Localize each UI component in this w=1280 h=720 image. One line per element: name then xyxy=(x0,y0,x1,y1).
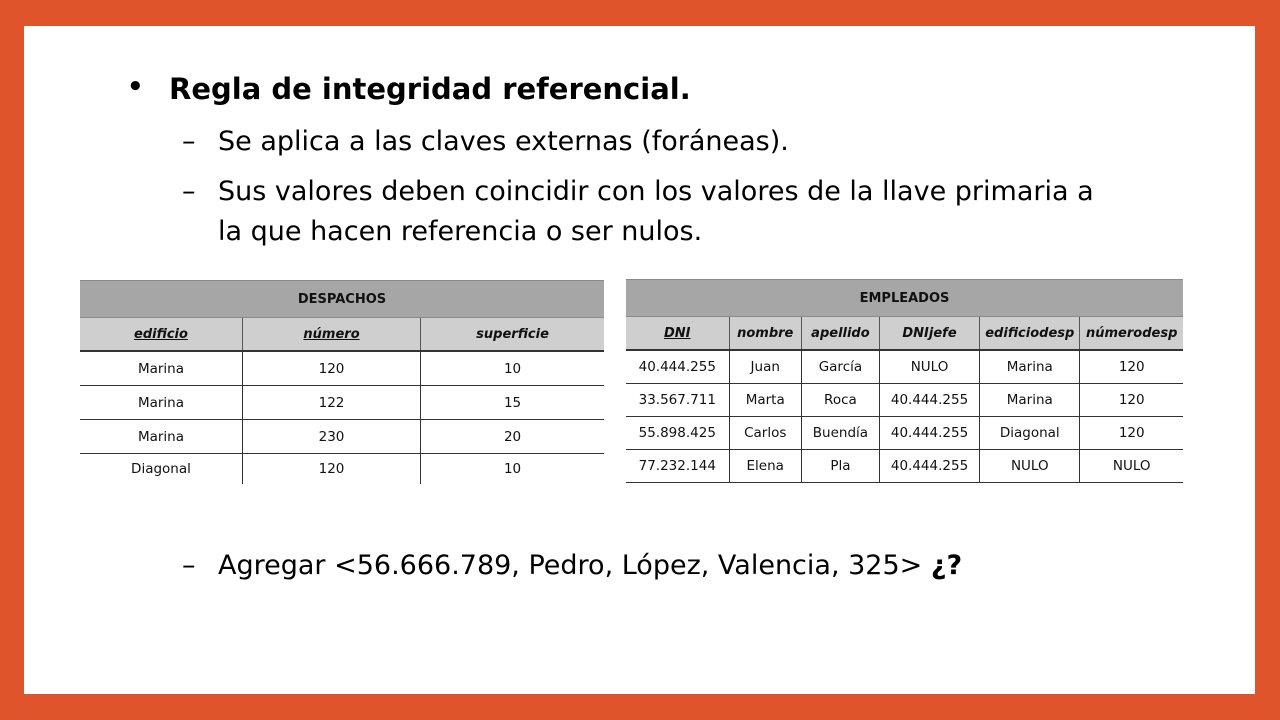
table-cell: 122 xyxy=(242,386,420,420)
column-header-edificio: edificio xyxy=(80,318,242,352)
table-row xyxy=(80,454,604,485)
sub-bullet-2-line-1: Sus valores deben coincidir con los valores de la llave primaria a xyxy=(218,176,1094,207)
table-cell: Buendía xyxy=(801,417,879,450)
table-cell: 120 xyxy=(242,351,420,386)
sub-bullet-2-line-2: la que hacen referencia o ser nulos. xyxy=(218,216,703,247)
table-cell: Elena xyxy=(729,450,801,483)
table-row xyxy=(80,351,604,386)
table-cell: Roca xyxy=(801,384,879,417)
table-cell: 120 xyxy=(242,454,420,485)
empleados-title: EMPLEADOS xyxy=(626,280,1183,317)
table-cell: Marina xyxy=(80,386,242,420)
table-cell: 33.567.711 xyxy=(626,384,729,417)
table-row xyxy=(626,417,1183,450)
table-row xyxy=(626,384,1183,417)
table-cell: 55.898.425 xyxy=(626,417,729,450)
table-cell: Marina xyxy=(980,384,1080,417)
table-row xyxy=(80,420,604,454)
table-row xyxy=(626,450,1183,483)
slide xyxy=(24,26,1255,694)
table-cell: Diagonal xyxy=(980,417,1080,450)
table-cell: NULO xyxy=(980,450,1080,483)
column-header-superficie: superficie xyxy=(421,318,604,352)
table-cell: Pla xyxy=(801,450,879,483)
table-cell: 120 xyxy=(1080,384,1183,417)
table-row xyxy=(626,350,1183,384)
table-cell: 40.444.255 xyxy=(879,450,979,483)
column-header-numerodesp: númerodesp xyxy=(1080,317,1183,351)
despachos-title: DESPACHOS xyxy=(80,281,604,318)
dash-symbol: – xyxy=(182,126,196,157)
table-cell: 120 xyxy=(1080,417,1183,450)
column-header-dnijefe: DNIjefe xyxy=(879,317,979,351)
table-cell: 40.444.255 xyxy=(879,417,979,450)
table-cell: Marina xyxy=(980,350,1080,384)
sub-bullet-3-text xyxy=(218,546,962,586)
table-cell: Marta xyxy=(729,384,801,417)
column-header-apellido: apellido xyxy=(801,317,879,351)
table-cell: 120 xyxy=(1080,350,1183,384)
table-cell: Diagonal xyxy=(131,461,191,477)
table-cell: Juan xyxy=(729,350,801,384)
empleados-table xyxy=(626,279,1183,483)
dash-symbol: – xyxy=(182,176,196,207)
table-cell: 20 xyxy=(421,420,604,454)
despachos-table xyxy=(80,280,604,484)
table-cell: 40.444.255 xyxy=(879,384,979,417)
column-header-numero: número xyxy=(242,318,420,352)
column-header-dni: DNI xyxy=(626,317,729,351)
table-cell: 230 xyxy=(242,420,420,454)
column-header-nombre: nombre xyxy=(729,317,801,351)
sub-bullet-1-text: Se aplica a las claves externas (foráneas). xyxy=(218,126,789,157)
table-cell: NULO xyxy=(1080,450,1183,483)
table-cell: 77.232.144 xyxy=(626,450,729,483)
main-bullet-text: Regla de integridad referencial. xyxy=(169,72,691,106)
table-row xyxy=(80,386,604,420)
table-cell: NULO xyxy=(879,350,979,384)
table-cell: 15 xyxy=(421,386,604,420)
table-cell: 10 xyxy=(421,351,604,386)
insert-tuple-text: Agregar <56.666.789, Pedro, López, Valencia, 325> xyxy=(218,550,931,581)
bullet-symbol: • xyxy=(127,72,144,102)
question-marks: ¿? xyxy=(930,550,963,581)
table-cell: Marina xyxy=(80,351,242,386)
table-cell: 10 xyxy=(421,454,604,485)
dash-symbol: – xyxy=(182,550,196,581)
table-cell: García xyxy=(801,350,879,384)
column-header-edificiodesp: edificiodesp xyxy=(980,317,1080,351)
table-cell: Marina xyxy=(80,420,242,454)
table-cell: Carlos xyxy=(729,417,801,450)
table-cell: 40.444.255 xyxy=(626,350,729,384)
